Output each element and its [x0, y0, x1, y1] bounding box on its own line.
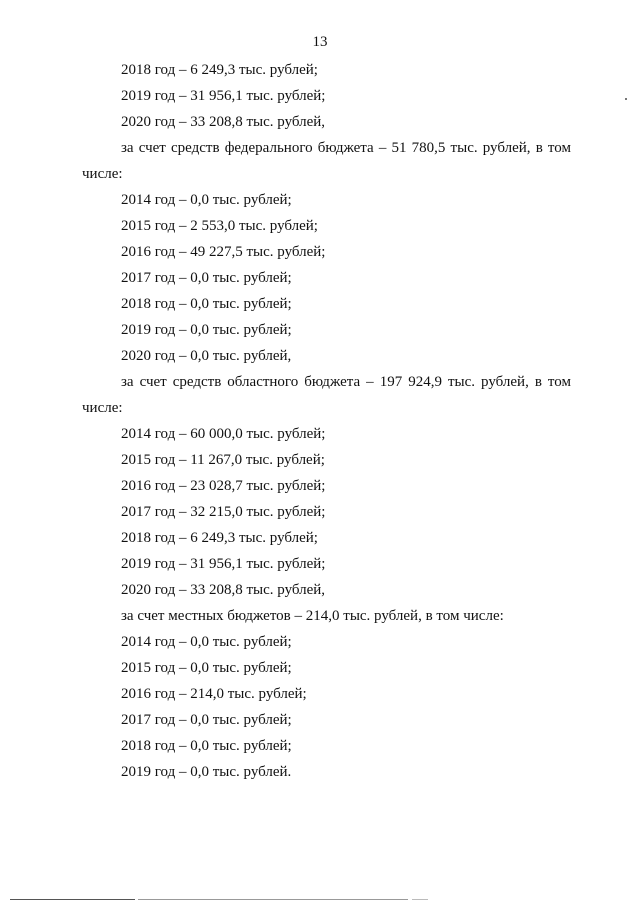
text-line: 2020 год – 0,0 тыс. рублей,	[121, 348, 292, 364]
bottom-divider	[10, 899, 135, 900]
text-line: 2018 год – 6 249,3 тыс. рублей;	[121, 530, 318, 546]
paragraph-regional-line2: числе:	[82, 400, 123, 416]
text-line: 2019 год – 0,0 тыс. рублей;	[121, 322, 292, 338]
text-line: 2020 год – 33 208,8 тыс. рублей,	[121, 114, 326, 130]
text-line: 2017 год – 0,0 тыс. рублей;	[121, 712, 292, 728]
text-line: 2014 год – 0,0 тыс. рублей;	[121, 634, 292, 650]
bottom-divider	[412, 899, 428, 900]
text-line: 2018 год – 0,0 тыс. рублей;	[121, 296, 292, 312]
text-line: 2014 год – 60 000,0 тыс. рублей;	[121, 426, 326, 442]
text-line: 2014 год – 0,0 тыс. рублей;	[121, 192, 292, 208]
text-line: 2015 год – 0,0 тыс. рублей;	[121, 660, 292, 676]
text-line: 2019 год – 31 956,1 тыс. рублей;	[121, 556, 326, 572]
paragraph-local: за счет местных бюджетов – 214,0 тыс. рублей, в том числе:	[121, 608, 504, 624]
bottom-divider	[138, 899, 408, 900]
text-line: 2018 год – 6 249,3 тыс. рублей;	[121, 62, 318, 78]
page-number: 13	[312, 34, 328, 50]
text-line: 2016 год – 49 227,5 тыс. рублей;	[121, 244, 326, 260]
text-line: 2016 год – 214,0 тыс. рублей;	[121, 686, 307, 702]
paragraph-federal-line2: числе:	[82, 166, 123, 182]
text-line: 2019 год – 0,0 тыс. рублей.	[121, 764, 292, 780]
text-line: 2020 год – 33 208,8 тыс. рублей,	[121, 582, 326, 598]
text-line: 2018 год – 0,0 тыс. рублей;	[121, 738, 292, 754]
scan-mark	[625, 98, 627, 100]
text-line: 2016 год – 23 028,7 тыс. рублей;	[121, 478, 326, 494]
text-line: 2017 год – 0,0 тыс. рублей;	[121, 270, 292, 286]
paragraph-federal-line1: за счет средств федерального бюджета – 51 780,5 тыс. рублей, в том	[121, 140, 571, 156]
text-line: 2017 год – 32 215,0 тыс. рублей;	[121, 504, 326, 520]
text-line: 2019 год – 31 956,1 тыс. рублей;	[121, 88, 326, 104]
text-line: 2015 год – 11 267,0 тыс. рублей;	[121, 452, 325, 468]
paragraph-regional-line1: за счет средств областного бюджета – 197 924,9 тыс. рублей, в том	[121, 374, 571, 390]
text-line: 2015 год – 2 553,0 тыс. рублей;	[121, 218, 318, 234]
